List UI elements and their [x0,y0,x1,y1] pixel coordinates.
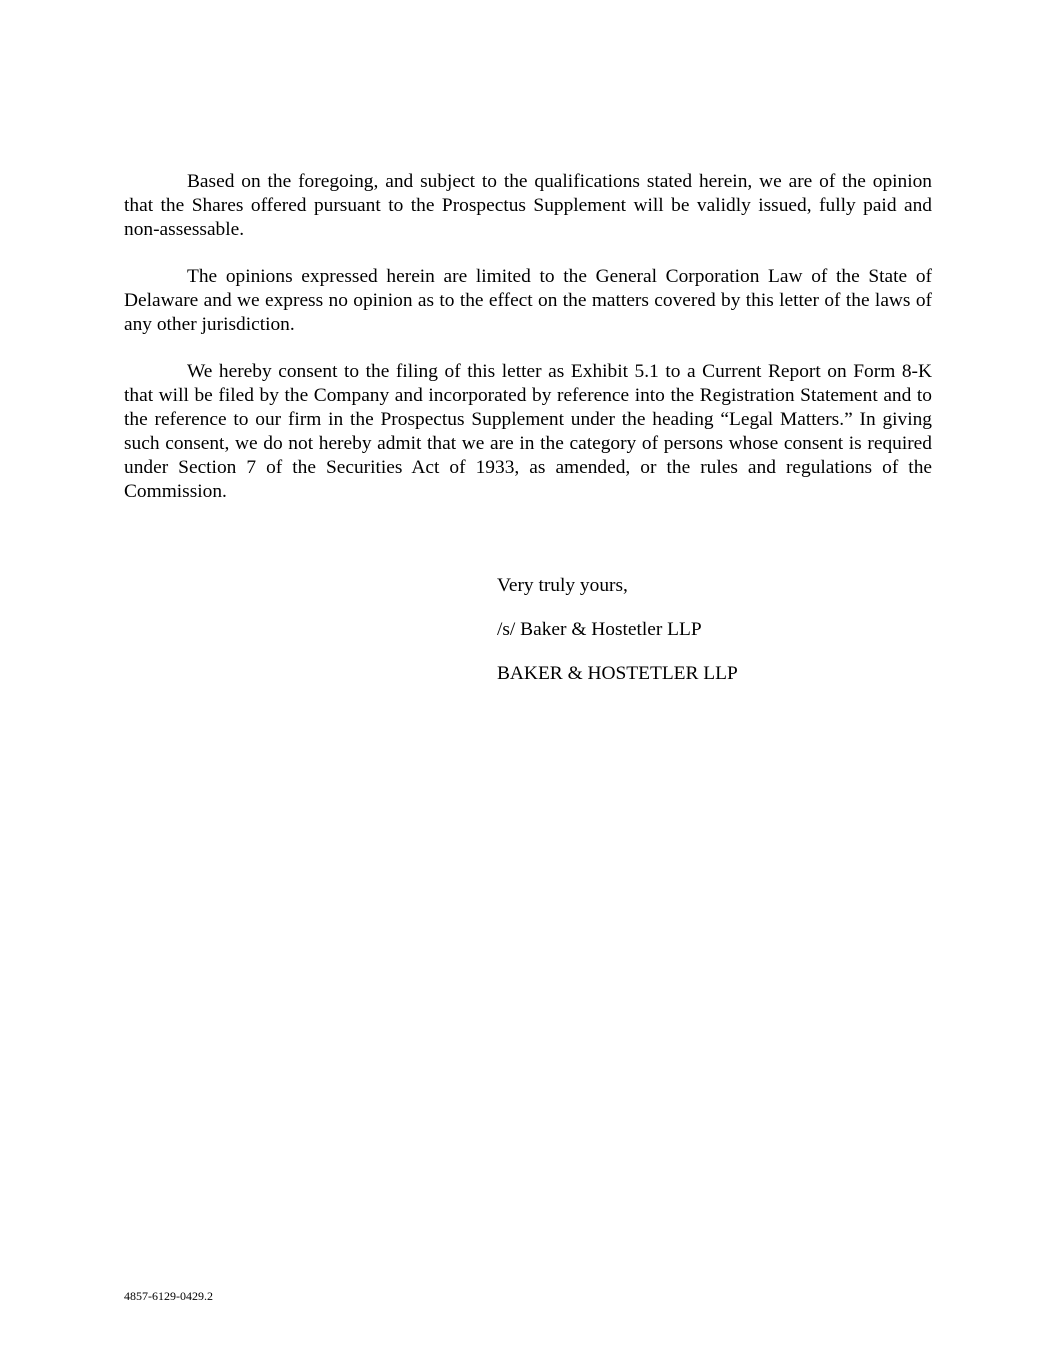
signature-line: /s/ Baker & Hostetler LLP [497,619,702,640]
consent-paragraph: We hereby consent to the filing of this letter as Exhibit 5.1 to a Current Report on Form 8-K that will be filed by the Company and incorporated by reference into the Registration Statement and to the reference to our firm in the Prospectus Supplement under the heading “Legal Matters.” In giving such consent, we do not hereby admit that we are in the category of persons whose consent is required under Section 7 of the Securities Act of 1933, as amended, or the rules and regulations of the Commission. [124,361,932,502]
document-id-footer: 4857-6129-0429.2 [124,1289,213,1303]
jurisdiction-paragraph: The opinions expressed herein are limited to the General Corporation Law of the State of Delaware and we express no opinion as to the effect on the matters covered by this letter of the laws of any other jurisdiction. [124,266,932,335]
firm-name: BAKER & HOSTETLER LLP [497,663,738,684]
closing-salutation: Very truly yours, [497,575,628,596]
opinion-paragraph: Based on the foregoing, and subject to the qualifications stated herein, we are of the opinion that the Shares offered pursuant to the Prospectus Supplement will be validly issued, fully paid and non-assessable. [124,171,932,240]
letter-closing [497,574,738,686]
letter-body [124,170,932,504]
